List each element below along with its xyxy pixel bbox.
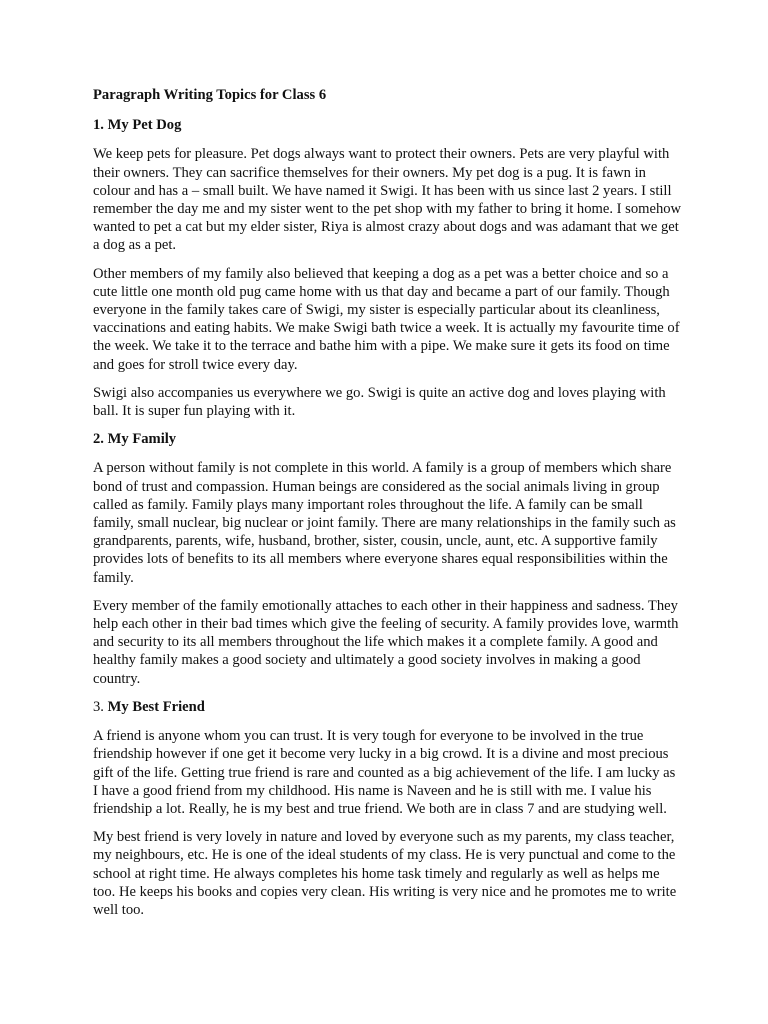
section-heading — [93, 430, 683, 448]
paragraph: A friend is anyone whom you can trust. It is very tough for everyone to be involved in the true friendship however if one get it become very lucky in a big crowd. It is a divine and most precious gift of the life. Getting true friend is rare and counted as a big achievement of the life. I am lucky as I have a good friend from my childhood. His name is Naveen and he is still with me. I value his friendship a lot. Really, he is my best and true friend. We both are in class 7 and are studying well. — [93, 728, 676, 817]
section-number: 2. — [93, 431, 104, 448]
paragraph: My best friend is very lovely in nature and loved by everyone such as my parents, my class teacher, my neighbours, etc. He is one of the ideal students of my class. He is very punctual and come to the school at right time. He always completes his home task timely and regularly as well as helps me too. He keeps his books and copies very clean. His writing is very nice and he promotes me to write well too. — [93, 829, 677, 918]
section-number: 3. — [93, 698, 104, 715]
section-my-pet-dog — [93, 116, 683, 420]
section-number: 1. — [93, 117, 104, 134]
section-title: My Family — [107, 431, 177, 448]
paragraph: Every member of the family emotionally attaches to each other in their happiness and sadness. They help each other in their bad times which give the feeling of security. A family provides love, warmth and security to its all members throughout the life which makes it a complete family. A good and healthy family makes a good society and ultimately a good society involves in making a good country. — [93, 597, 679, 687]
section-my-best-friend — [93, 698, 683, 919]
section-my-family — [93, 430, 683, 688]
section-heading — [93, 698, 683, 716]
document-title: Paragraph Writing Topics for Class 6 — [93, 87, 327, 103]
section-title: My Best Friend — [107, 698, 205, 715]
paragraph: Swigi also accompanies us everywhere we go. Swigi is quite an active dog and loves playing with ball. It is super fun playing with it. — [93, 384, 666, 420]
paragraph: We keep pets for pleasure. Pet dogs always want to protect their owners. Pets are very playful with their owners. They can sacrifice themselves for their owners. My pet dog is a pug. It is fawn in colour and has a – small built. We have named it Swigi. It has been with us since last 2 years. I still remember the day me and my sister went to the pet shop with my father to bring it home. I somehow wanted to pet a cat but my elder sister, Riya is almost crazy about dogs and was adamant that we get a dog as a pet. — [93, 146, 682, 254]
section-heading — [93, 116, 683, 134]
paragraph: A person without family is not complete in this world. A family is a group of members which share bond of trust and compassion. Human beings are considered as the social animals living in group called as family. Family plays many important roles throughout the life. A family can be small family, small nuclear, big nuclear or joint family. There are many relationships in the family such as grandparents, parents, wife, husband, brother, sister, cousin, uncle, aunt, etc. A supportive family provides lots of benefits to its all members where everyone shares equal responsibilities within the family. — [93, 460, 676, 586]
section-title: My Pet Dog — [107, 117, 182, 134]
document-page — [93, 86, 683, 929]
paragraph: Other members of my family also believed that keeping a dog as a pet was a better choice and so a cute little one month old pug came home with us that day and became a part of our family. Though everyone in the family takes care of Swigi, my sister is especially particular about its cleanliness, vaccinations and eating habits. We make Swigi bath twice a week. It is actually my favourite time of the week. We take it to the terrace and bathe him with a pipe. We make sure it gets its food on time and goes for stroll twice every day. — [93, 265, 680, 373]
